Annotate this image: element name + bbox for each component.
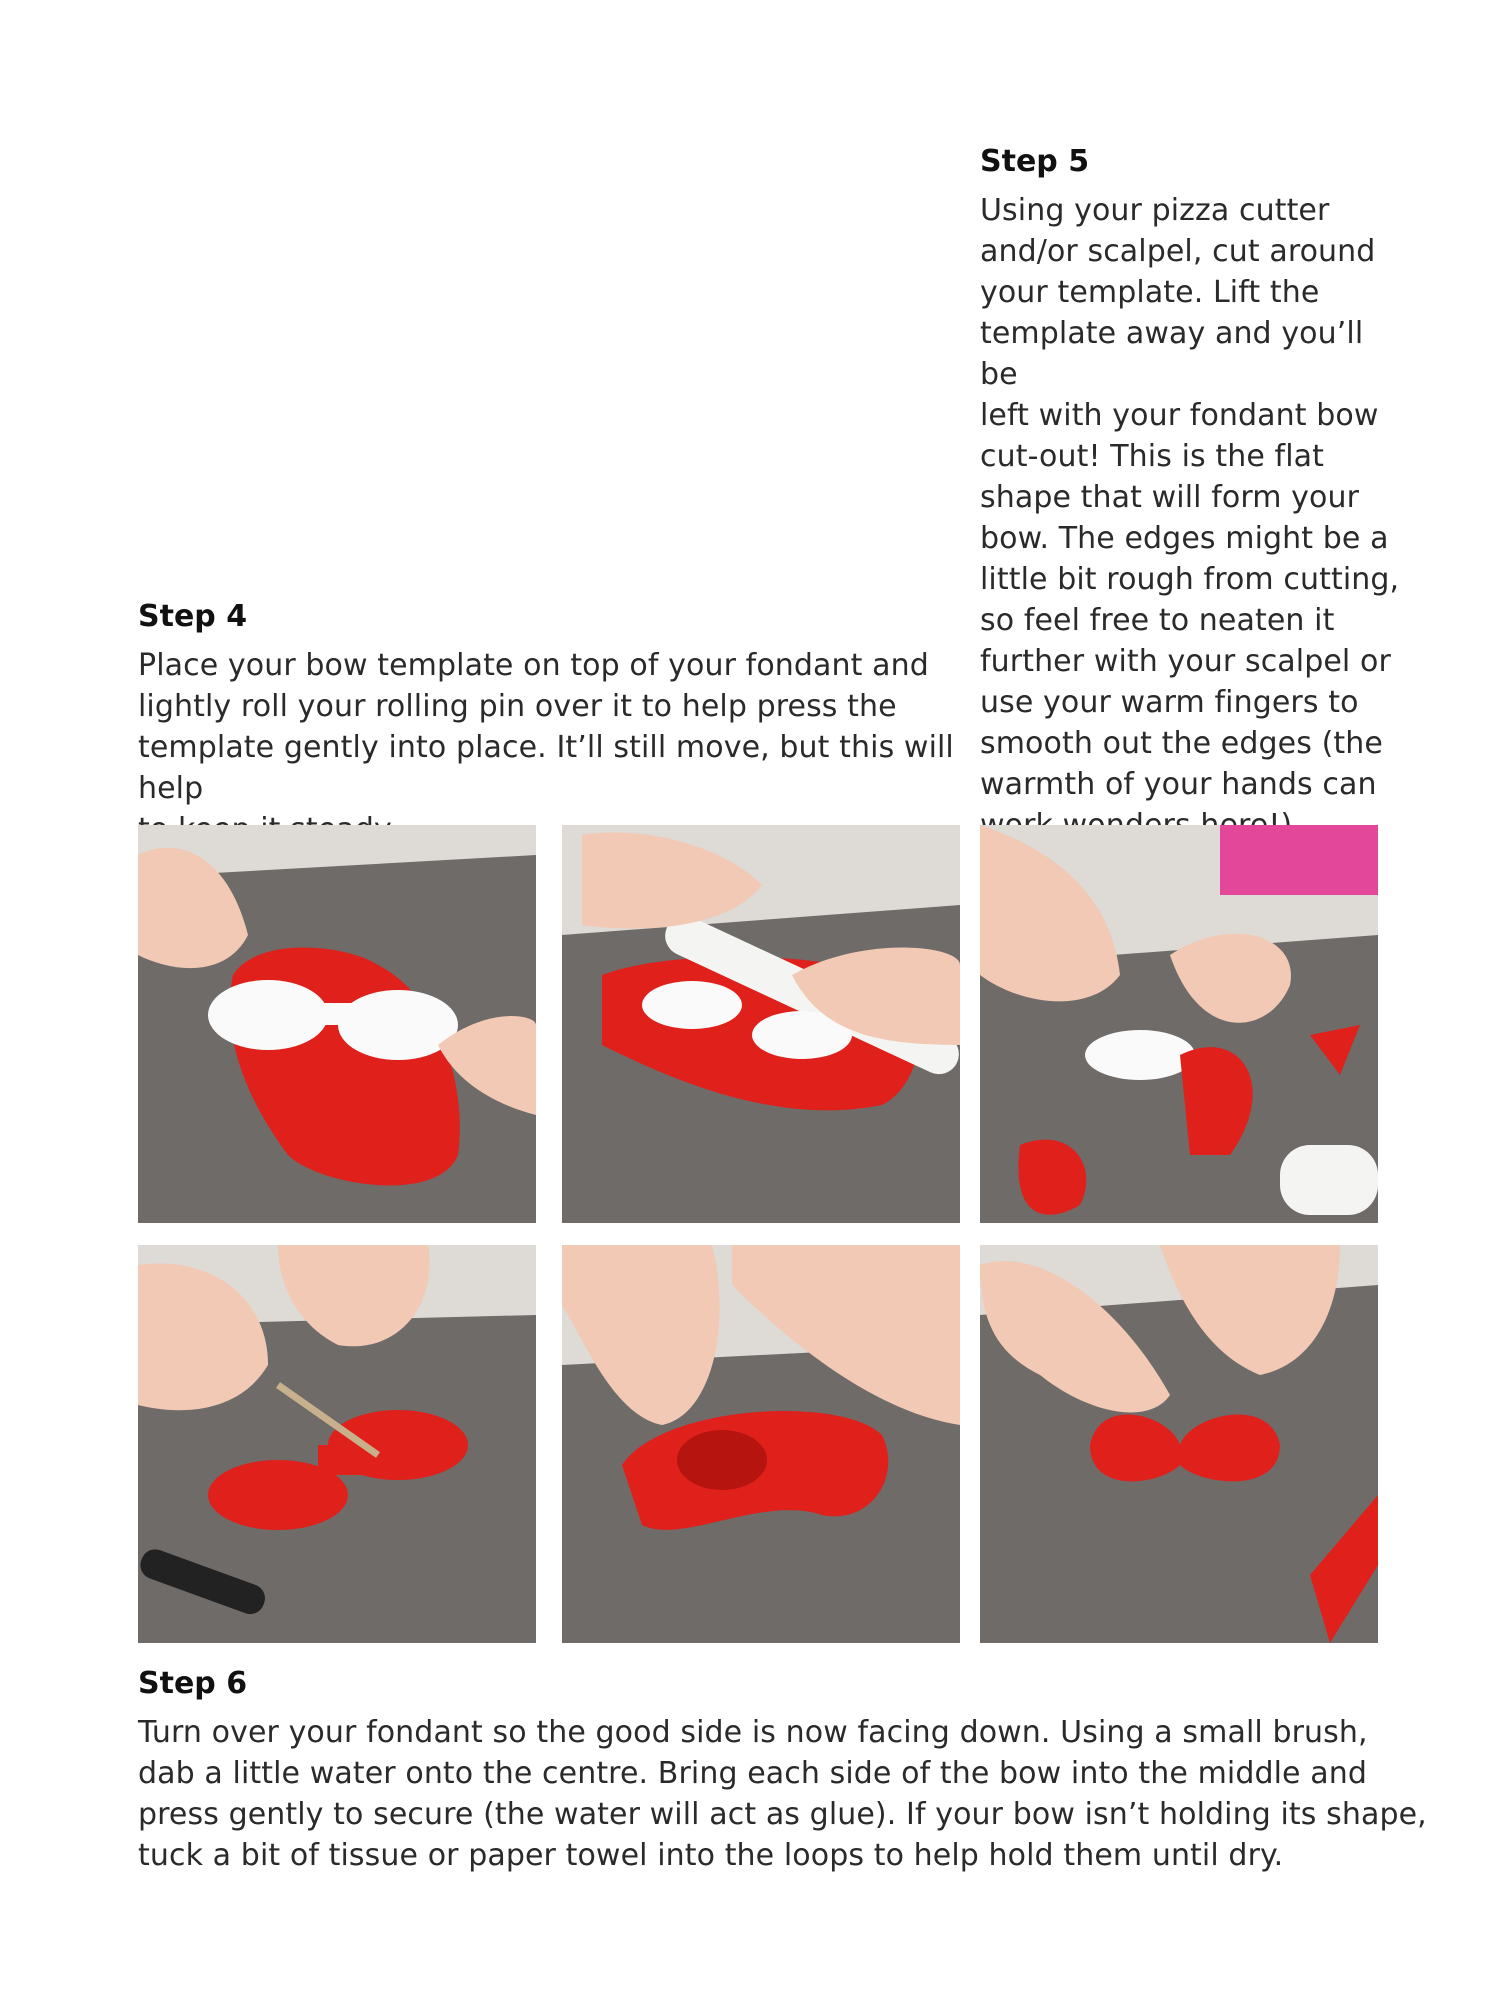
step5-line: bow. The edges might be a [980, 521, 1389, 556]
step5-line: use your warm fingers to [980, 685, 1359, 720]
step5-line: left with your fondant bow [980, 398, 1379, 433]
photo-finished-bow [980, 1245, 1378, 1643]
photo-cutting-out-illustration [980, 825, 1378, 1223]
step6-line: press gently to secure (the water will act as glue). If your bow isn’t holding its shape, [138, 1797, 1427, 1832]
photo-brushing-water-illustration [138, 1245, 536, 1643]
photo-template-placement [138, 825, 536, 1223]
step4-line: lightly roll your rolling pin over it to help press the [138, 689, 897, 724]
step5-line: template away and you’ll be [980, 316, 1364, 392]
step6-heading: Step 6 [138, 1666, 248, 1701]
step4-line: Place your bow template on top of your fondant and [138, 648, 929, 683]
step5-line: little bit rough from cutting, [980, 562, 1400, 597]
step6-line: tuck a bit of tissue or paper towel into the loops to help hold them until dry. [138, 1838, 1284, 1873]
step5-line: smooth out the edges (the [980, 726, 1383, 761]
step6-line: dab a little water onto the centre. Bring each side of the bow into the middle and [138, 1756, 1367, 1791]
step5-line: warmth of your hands can [980, 767, 1377, 802]
step4-heading: Step 4 [138, 599, 248, 634]
photo-finished-bow-illustration [980, 1245, 1378, 1643]
step5-line: Using your pizza cutter [980, 193, 1330, 228]
photo-folding-bow [562, 1245, 960, 1643]
step6-text [138, 1712, 1438, 1876]
photo-rolling-pin-illustration [562, 825, 960, 1223]
step4-line: template gently into place. It’ll still move, but this will help [138, 730, 954, 806]
step5-line: further with your scalpel or [980, 644, 1391, 679]
step5-line: cut-out! This is the flat [980, 439, 1324, 474]
photo-folding-bow-illustration [562, 1245, 960, 1643]
step5-line: and/or scalpel, cut around [980, 234, 1376, 269]
photo-cutting-out [980, 825, 1378, 1223]
photo-rolling-pin [562, 825, 960, 1223]
step5-text [980, 190, 1400, 846]
photo-template-placement-illustration [138, 825, 536, 1223]
step4-text [138, 645, 968, 850]
step5-line: so feel free to neaten it [980, 603, 1335, 638]
photo-brushing-water [138, 1245, 536, 1643]
step5-line: shape that will form your [980, 480, 1360, 515]
step5-heading: Step 5 [980, 144, 1090, 179]
step5-line: your template. Lift the [980, 275, 1320, 310]
step6-line: Turn over your fondant so the good side is now facing down. Using a small brush, [138, 1715, 1368, 1750]
